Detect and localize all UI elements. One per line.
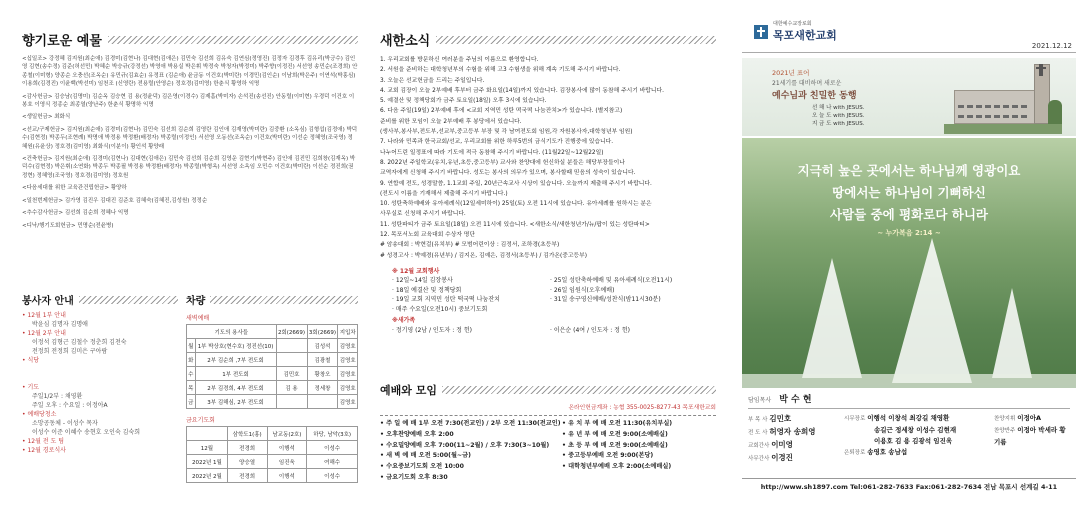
morning-table-header: 2회(2669)	[276, 325, 307, 339]
news-hatch-divider	[436, 36, 716, 44]
retired-names: 송영호 송남섭	[867, 448, 908, 456]
pastor-name: 박 수 현	[779, 395, 812, 405]
news-item: 3. 오늘은 선교헌금을 드리는 주일입니다.	[380, 77, 485, 84]
title-hatch-divider	[108, 36, 358, 44]
news-item: 11. 성탄파티가 금주 토요일(18일) 오전 11시에 있습니다. <새한소식/새한청년가/뉴/팝이 있는 성탄파티>	[380, 221, 650, 228]
staff-label: 교회간사	[748, 443, 770, 449]
friday-table-cell: 2022년 2월	[187, 469, 228, 483]
services-left	[380, 419, 562, 484]
offering-paragraph: <생일헌금> 최화식	[22, 114, 71, 121]
morning-table-cell: 1부 전도회	[195, 367, 276, 381]
service-item: • 금요기도회 오후 8:30	[380, 473, 448, 481]
offering-paragraph: <건축헌금> 김지원(최순애) 김경미(김현나) 김대현(김애은) 김민숙 김선희 김순희 김영운 김현기(박현주) 김인애 김진민 김희창(김재옥) 박덕수(김현정) 박은휘(소연화) 박종두 박종필 박정용 박정환(배정자) 박종렬(박형옥) 서선영 소옥임 오민수 이건호(박미란) 이선순 정진희(권정현) 정혜영(조국영) 정호경(김미영) 정호원	[22, 156, 356, 179]
staff-list	[748, 413, 844, 465]
car-section	[186, 292, 358, 483]
accompanist-label: 찬양반주	[994, 428, 1016, 434]
offering-paragraph: <십일조> 강정혜 김지원(최순애) 김경미(김현나) 김대현(김애은) 김민숙 김선희 김유숙 김연심(정영진) 김정자 김경후 김유리(박긍수) 김인영 김현(송수정) 김준(허선민) 박혜순 박승규(강정선) 박영애 박용실 박은휘 박정숙 박청자(박정미) 박주향(이정진) 서선영 송민순(조경희) 안종철(이미형) 양종순 오충선(조옥순) 유민규(김효순) 유정표 (김순애) 윤금동 이건호(박미란) 이경민(김인순) 이남희(박은주) 이연석(박홍심) 이용희(김경진) 이윤백(박선미) 임천조 (신영란) 전용렬(안영순) 정호경(김미영) 한춘식 황영하 익명	[22, 56, 358, 88]
volunteer-section	[22, 292, 178, 455]
news-item: 12. 목포서노회 교육대회 수상자 명단	[380, 232, 475, 239]
music-block	[994, 413, 1070, 465]
volunteer-item	[22, 365, 178, 374]
volunteer-item: • 식당	[22, 357, 40, 364]
event-item: · 19일 교회 지역민 성탄 떡국떡 나눔잔치	[392, 296, 500, 304]
volunteer-item	[22, 374, 178, 383]
friday-table-cell: 이행석	[267, 441, 307, 455]
footer-contact: http://www.sh1897.com Tel:061-282-7633 Fax:061-282-7634 전남 목포시 선계길 4-11	[760, 483, 1058, 491]
services-right	[562, 419, 716, 484]
offering-paragraph: <선교/구제헌금> 김지원(최순애) 김경미(김현나) 김민숙 김선희 김순희 김영란 김인애 김재영(박미란) 김중환 (소옥심) 김형섭(김정애) 박덕수(김현정) 박종두(조현례) 박명애 박정용 박정환(배정자) 박종렬(이정인) 서선영 오동선(조옥순) 이건호(박미란) 이선순 정혜영(조국영) 정혜원(유윤상) 정호경(김미영) 최화식(이분이) 황인석 황양래	[22, 126, 358, 150]
newfamily-title: ※새가족	[392, 317, 416, 325]
friday-table-cell: 여해수	[307, 455, 358, 469]
morning-table-cell: 김영호	[338, 381, 358, 395]
elders-block	[844, 413, 994, 465]
news-item: 10. 성탄축하예배와 유아세례식(12일세미하이) 25일(토) 오전 11시에 있습니다. 유아세례를 원하시는 분은	[380, 201, 652, 208]
morning-table-cell: 김영호	[338, 353, 358, 367]
news-item: (전도시 이름을 기재해서 제출해 주시기 바랍니다.)	[380, 190, 508, 197]
conductor-label: 찬양지휘	[994, 416, 1016, 422]
morning-table-cell	[276, 339, 307, 353]
accompanist-names: 이정아 박세라 황기름	[994, 426, 1066, 446]
volunteer-item: • 12월 1부 안내	[22, 312, 66, 319]
event-item: · 12일~14일 김장봉사	[392, 277, 453, 285]
service-item: • 새 벽 예 배 오전 5:00(월~금)	[380, 452, 471, 460]
news-item: 1. 우리교회를 방문하신 여러분을 주님의 이름으로 환영합니다.	[380, 57, 539, 63]
morning-service-title: 새벽예배	[186, 315, 210, 322]
verse-text	[742, 160, 1076, 240]
morning-table-cell: 정세창	[307, 381, 338, 395]
friday-table-header: 하당, 남악(3호)	[307, 427, 358, 441]
cross-icon	[754, 25, 768, 39]
service-item: • 초 등 부 예 배 오전 9:00(소예배실)	[562, 441, 668, 449]
volunteer-title: 봉사자 안내	[22, 296, 74, 307]
elders-label: 시무장로	[844, 416, 866, 422]
news-item: 7. 나라와 민족과 한국교회/선교, 우리교회를 위한 하루5번의 금식기도가 진행중에 있습니다.	[380, 139, 614, 146]
worship-section	[380, 382, 716, 484]
events-title: ※ 12월 교회행사	[392, 267, 440, 275]
service-item: • 중고등부예배 오전 9:00(본당)	[562, 452, 654, 460]
event-item: · 18일 예결산 및 정책당회	[392, 286, 462, 294]
friday-table-cell: 2022년 1월	[187, 455, 228, 469]
friday-table-cell: 이성수	[307, 441, 358, 455]
vision-line2: 예수님과 친밀한 동행	[772, 91, 857, 101]
service-item: • 유 치 부 예 배 오전 11:30(유치부실)	[562, 420, 673, 427]
morning-table-cell: 김영호	[338, 339, 358, 353]
elders-names-3: 이용호 김 용 김광석 임진욱	[874, 437, 953, 445]
car-title: 차량	[186, 296, 206, 307]
staff-row	[748, 439, 844, 452]
morning-table-cell: 김성석	[307, 339, 338, 353]
worship-title-row	[380, 382, 716, 398]
friday-table-cell: 전경희	[227, 441, 267, 455]
vision-line1: 21세기를 대비하며 새로운	[772, 80, 842, 87]
volunteer-item: 전정희 전정희 김미은 구아람	[32, 348, 108, 355]
offering-title-row	[22, 30, 358, 49]
morning-table-cell	[276, 395, 307, 409]
volunteer-item: 박윤심 김명자 김명애	[32, 321, 88, 328]
volunteer-list	[22, 311, 178, 455]
staff-row	[748, 452, 844, 465]
morning-table-cell: 김민호	[276, 367, 307, 381]
staff-label: 전 도 사	[748, 430, 768, 436]
morning-table-cell: 월	[187, 339, 196, 353]
morning-table-cell: 목	[187, 381, 196, 395]
news-list	[380, 55, 716, 261]
event-item: · 매주 수요일(오전10시) 중보기도회	[392, 305, 488, 313]
offering-list	[22, 55, 358, 295]
news-item: 나누어드린 일정표에 따라 기도에 적극 동참해 주시기 바랍니다. (11월22일~12월22일)	[380, 149, 604, 156]
morning-table-cell: 김 용	[276, 381, 307, 395]
verse-line1: 지극히 높은 곳에서는 하나님께 영광이요	[797, 163, 1021, 178]
morning-table-cell: 수	[187, 367, 196, 381]
pastor-label: 담임목사	[748, 397, 772, 404]
christmas-verse-banner	[742, 138, 1076, 388]
elders-names-1: 이행석 이창석 최강길 채영환	[867, 414, 950, 422]
news-title-row	[380, 30, 716, 49]
volunteer-item: • 예배당청소	[22, 411, 57, 418]
friday-table-header: 남교동(2호)	[267, 427, 307, 441]
volunteer-item: 이정석 김형근 김철수 정춘희 김천숙	[32, 339, 127, 346]
church-motto: 대한예수교장로회	[773, 21, 812, 27]
volunteer-title-row	[22, 292, 178, 307]
news-item: (생사부,봉사부,전도부,선교부,중고등부 부장 및 각 남여전도회 임원,각 자원봉사자,대학청년부 임원)	[380, 129, 633, 136]
snow-tree-icon	[802, 258, 862, 378]
news-item: # 암송대회 : 박현걸(유치부) # 모범어린이상 : 김정서, 조하경(초등부)	[380, 242, 560, 249]
verse-line2: 땅에서는 하나님이 기뻐하신	[832, 185, 986, 200]
service-item: • 유 년 부 예 배 오전 9:00(소예배실)	[562, 430, 668, 438]
verse-reference: ~ 누가복음 2:14 ~	[877, 229, 941, 237]
bulletin-date: 2021.12.12	[1031, 42, 1072, 50]
staff-section	[748, 392, 1070, 465]
morning-car-table	[186, 324, 358, 409]
volunteer-item: • 12월 전 도 팀	[22, 438, 64, 445]
staff-name: 이경진	[771, 453, 793, 462]
offering-paragraph: <디낙/행기도회헌금> 민명순(전윤병)	[22, 222, 114, 229]
events-right-list	[550, 276, 710, 314]
morning-table-cell: 김영호	[338, 367, 358, 381]
staff-row	[748, 426, 844, 439]
elders-names-2: 송길근 정세창 이성수 김현재	[874, 426, 957, 434]
event-item: · 26일 임원식(오후예배)	[550, 286, 615, 294]
service-item: • 주 일 예 배 1부 오전 7:30(전교인) / 2부 오전 11:30(전교인)	[380, 420, 561, 427]
vision-en1: 선 해 나 with JESUS.	[812, 105, 865, 111]
morning-table-cell: 김광철	[307, 353, 338, 367]
retired-label: 은퇴장로	[844, 450, 866, 456]
pastor-row	[748, 392, 1070, 409]
friday-table-cell: 12월	[187, 441, 228, 455]
volunteer-item: 주일 오후 : 수요일 : 이정아A	[32, 402, 108, 409]
news-item: 교역자에게 신청해 주시기 바랍니다. 성도는 봉사의 의무가 있으며, 봉사할때 믿음의 성숙이 있습니다.	[380, 170, 636, 177]
left-column	[22, 0, 358, 516]
staff-row	[748, 413, 844, 426]
morning-table-cell	[276, 353, 307, 367]
friday-table-cell: 전경희	[227, 469, 267, 483]
online-account: 온라인헌금계좌 : 농협 355-0025-8277-43 목포새한교회	[568, 405, 716, 411]
offering-paragraph: <다음세대를 위한 교육관건립헌금> 황양하	[22, 185, 127, 192]
morning-table-header: 3회(2669)	[307, 325, 338, 339]
morning-table-cell: 2부 김경희, 4부 전도회	[195, 381, 276, 395]
news-item: 준비를 위한 모임이 오늘 2부예배 후 봉당에서 있습니다.	[380, 118, 522, 125]
newfamily-right: · 이은순 (4여 / 인도자 : 정 헌)	[550, 326, 630, 334]
morning-table-cell: 김영호	[338, 395, 358, 409]
snow-tree-icon	[892, 238, 972, 383]
morning-table-cell	[307, 395, 338, 409]
news-item: 6. 다음 주일(19일) 2부예배 후에 <교회 지역민 성탄 떡국떡 나눔잔치>가 있습니다. (별지참고)	[380, 108, 623, 115]
events-left-list	[392, 276, 540, 314]
volunteer-hatch-divider	[79, 296, 178, 304]
offering-paragraph: <일천번제헌금> 김가영 김진우 김대진 김준호 김혜숙(김혜진,김성원) 정정순	[22, 197, 208, 204]
news-item: 사무실로 신청해 주시기 바랍니다.	[380, 211, 466, 218]
friday-table-cell: 양승열	[227, 455, 267, 469]
news-item: # 성경고사 : 박예경(유년부) / 김지온, 김예은, 김정서(초등부) / 김가온(중고등부)	[380, 252, 587, 259]
events-box	[380, 267, 716, 336]
morning-table-cell: 금	[187, 395, 196, 409]
news-item: 4. 교회 김장이 오늘 2부예배 후부터 금주 화요일(14일)까지 있습니다. 김장봉사에 많이 동참해 주시기 바랍니다.	[380, 87, 664, 94]
vision-year: 2021년 표어	[772, 69, 810, 77]
news-item: 2. 서원을 준비하는 대학청년부의 수험을 위해 고3 수험생을 위해 계속 기도해 주시기 바랍니다.	[380, 67, 621, 74]
service-item: • 수요밀양예배 오후 7:00(11~2월) / 오후 7:30(3~10월)	[380, 441, 550, 449]
morning-table-cell: 2부 김순희 ,7부 전도회	[195, 353, 276, 367]
staff-name: 김민호	[769, 414, 792, 423]
car-hatch-divider	[210, 296, 358, 304]
friday-service-title: 금요기도회	[186, 417, 215, 424]
friday-table-cell: 이행석	[267, 469, 307, 483]
morning-table-cell: 황창오	[307, 367, 338, 381]
volunteer-item: 주일1/2부 : 채영환	[32, 393, 83, 400]
worship-title: 예배와 모임	[380, 384, 437, 397]
morning-table-cell: 3부 김해심, 2부 전도회	[195, 395, 276, 409]
offering-title: 향기로운 예물	[22, 34, 102, 49]
service-item: • 오후찬양예배 오후 2:00	[380, 430, 454, 438]
newfamily-left: · 정기영 (2남 / 인도자 : 정 헌)	[392, 326, 472, 334]
vision-english	[812, 104, 864, 128]
church-building-image	[944, 64, 1062, 134]
volunteer-item: 소망공동체 - 이성수 목자	[32, 420, 98, 427]
car-title-row	[186, 292, 358, 307]
staff-label: 부 목 사	[748, 417, 768, 423]
church-logo	[754, 20, 837, 43]
friday-car-table	[186, 426, 358, 483]
volunteer-item: • 12월 경로식사	[22, 447, 66, 454]
snow-tree-icon	[992, 288, 1032, 378]
event-item: · 25일 성탄축하예배 및 유아세례식(오전11시)	[550, 277, 673, 285]
morning-table-header: 지입차	[338, 325, 358, 339]
news-item: 5. 예결산 및 정책당회가 금주 토요일(18일) 오후 3시에 있습니다.	[380, 98, 547, 105]
conductor-name: 이정아A	[1017, 414, 1042, 422]
church-name: 목포새한교회	[773, 29, 837, 42]
staff-name: 이미영	[771, 440, 793, 449]
right-column	[742, 0, 1076, 516]
middle-column	[380, 0, 716, 516]
volunteer-item: • 기도	[22, 384, 40, 391]
friday-table-header	[187, 427, 228, 441]
offering-paragraph: <추수감사헌금> 김선희 김순희 정혜나 익명	[22, 210, 129, 217]
vision-en2: 오 늘 도 with JESUS.	[812, 113, 865, 119]
news-title: 새한소식	[380, 34, 431, 49]
event-item: · 31일 송구영신예배/성찬식(밤11시30분)	[550, 296, 661, 304]
vision-banner	[742, 58, 1076, 136]
vision-en3: 지 금 도 with JESUS.	[812, 121, 865, 127]
morning-table-cell: 1부 박상호(현수호) 정진선(10)	[195, 339, 276, 353]
friday-table-cell: 이성수	[307, 469, 358, 483]
staff-name: 허영자 송희영	[769, 427, 816, 436]
news-item: 9. 연합예 전도, 성경말씀, 1.1교회 주일, 20년근속교사 시상이 있습니다. 오늘까지 제출해 주시기 바랍니다.	[380, 180, 652, 187]
service-item: • 수요중보기도회 오전 10:00	[380, 463, 464, 471]
worship-hatch-divider	[442, 386, 716, 394]
offering-paragraph: <감사헌금> 김승남(김명미) 김순옥 김승현 김 용(정윤덕) 김은영(이경수) 김제흠(박미자) 손석진(송선진) 안동렬(이미현) 우경덕 이건호 이봉호 이영식 정종순 최종열(양난주) 한춘식 황명하 익명	[22, 93, 355, 109]
friday-table-cell: 임진욱	[267, 455, 307, 469]
service-item: • 대학청년부예배 오후 2:00(소예배실)	[562, 463, 672, 471]
staff-label: 사무간사	[748, 456, 770, 462]
friday-table-header: 삼학도1(홍)	[227, 427, 267, 441]
news-item: 8. 2022년 주일학교(유치,유년,초등,중고등부) 교사와 찬양대에 헌신하실 분들은 해당부장들이나	[380, 159, 625, 166]
verse-line3: 사람들 중에 평화로다 하니라	[830, 207, 988, 222]
volunteer-item: • 12월 2부 안내	[22, 330, 66, 337]
morning-table-cell: 화	[187, 353, 196, 367]
volunteer-item: 이성수 이준 이혜수 송현호 오인숙 김숙희	[32, 429, 141, 436]
morning-table-header: 기도의 용사들	[187, 325, 277, 339]
